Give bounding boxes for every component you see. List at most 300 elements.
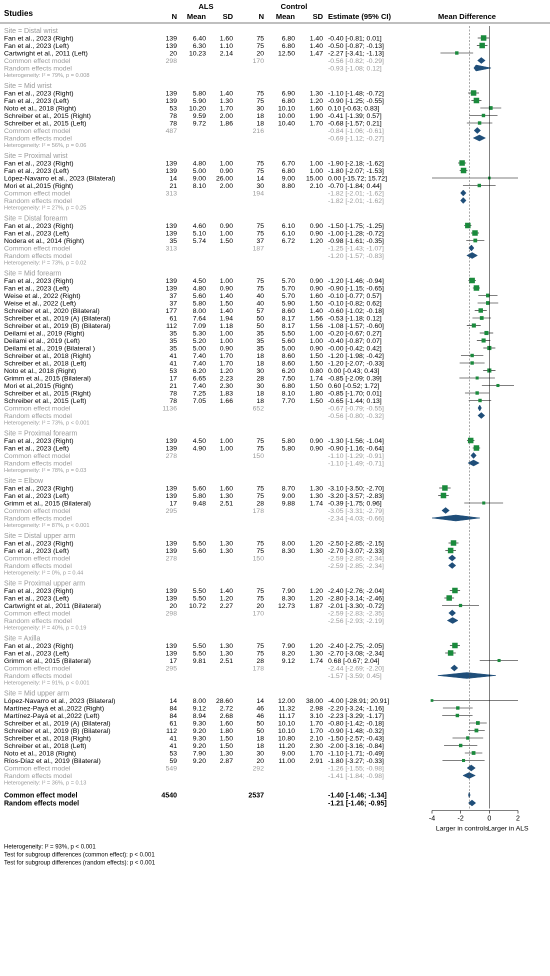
estimate-ci: 0.10 [-0.63; 0.83]	[328, 105, 380, 113]
random-effects-label: Random effects model	[4, 253, 72, 260]
control-sd: 1.60	[309, 105, 323, 113]
header-als-mean: Mean	[186, 12, 206, 21]
als-mean: 10.20	[188, 105, 206, 113]
als-mean: 8.00	[192, 698, 206, 705]
als-sd: 1.30	[219, 540, 233, 548]
common-als-n: 549	[165, 765, 177, 773]
als-n: 139	[165, 90, 177, 98]
common-effect-diamond	[467, 765, 475, 771]
control-n: 46	[256, 713, 264, 720]
study-box	[474, 285, 480, 291]
control-mean: 7.50	[281, 375, 295, 383]
study-box	[446, 595, 452, 601]
study-name: Fan et al., 2023 (Right)	[4, 35, 74, 43]
random-effects-ci: -1.82 [-2.01; -1.62]	[328, 198, 384, 205]
study-box	[478, 121, 481, 124]
control-mean: 6.80	[281, 35, 295, 43]
common-effect-diamond	[442, 508, 449, 514]
control-mean: 12.50	[277, 50, 295, 58]
subgroup-title: Site = Axilla	[4, 635, 41, 643]
estimate-ci: -0.10 [-0.82; 0.62]	[328, 300, 382, 308]
x-label-left: Larger in controls	[435, 825, 489, 833]
als-sd: 1.70	[219, 105, 233, 113]
als-mean: 6.40	[192, 35, 206, 43]
control-mean: 6.20	[281, 368, 295, 375]
study-name: Fan et al., 2023 (Right)	[4, 278, 74, 285]
als-mean: 9.81	[192, 658, 206, 665]
als-n: 139	[165, 540, 177, 548]
als-n: 61	[169, 315, 177, 323]
control-mean: 7.90	[281, 643, 295, 650]
random-effects-ci: -2.59 [-2.85; -2.34]	[328, 563, 384, 570]
study-name: Schreiber et al., 2015 (Right)	[4, 113, 91, 120]
random-effects-ci: -2.56 [-2.93; -2.19]	[328, 618, 384, 625]
als-n: 14	[169, 698, 177, 705]
footer-note: Test for subgroup differences (random effects): p < 0.001	[4, 860, 156, 867]
control-mean: 5.80	[281, 445, 295, 453]
common-effect-label: Common effect model	[4, 128, 71, 135]
estimate-ci: -1.80 [-3.27; -0.33]	[328, 758, 384, 765]
study-name: Cartwright et al., 2011 (Left)	[4, 50, 88, 58]
control-n: 18	[256, 735, 264, 743]
control-mean: 8.60	[281, 308, 295, 315]
study-box	[475, 729, 479, 733]
als-mean: 8.10	[192, 183, 206, 190]
als-n: 61	[169, 720, 177, 728]
als-mean: 5.74	[192, 238, 206, 245]
study-name: Fan et al., 2023 (Right)	[4, 643, 74, 650]
heterogeneity-text: Heterogeneity: I² = 79%, p = 0.008	[4, 73, 90, 79]
als-n: 21	[169, 383, 177, 390]
als-n: 139	[165, 230, 177, 238]
control-n: 50	[256, 315, 264, 323]
estimate-ci: 0.60 [-0.52; 1.72]	[328, 383, 380, 390]
study-box	[478, 399, 481, 402]
control-sd: 1.30	[309, 650, 323, 658]
als-sd: 2.87	[219, 758, 233, 765]
common-als-n: 298	[165, 610, 177, 618]
common-effect-ci: -2.59 [-2.85; -2.34]	[328, 555, 384, 563]
als-sd: 1.00	[219, 338, 233, 345]
x-axis	[429, 26, 529, 833]
study-box	[474, 98, 480, 104]
estimate-ci: -0.68 [-1.57; 0.21]	[328, 120, 382, 128]
study-box	[470, 354, 473, 357]
control-mean: 6.80	[281, 43, 295, 50]
als-mean: 5.50	[192, 540, 206, 548]
random-effects-ci: -1.57 [-3.59; 0.45]	[328, 673, 382, 680]
als-mean: 7.25	[192, 390, 206, 398]
control-n: 75	[256, 43, 264, 50]
als-sd: 1.60	[219, 720, 233, 728]
als-sd: 1.30	[219, 750, 233, 758]
als-sd: 2.23	[219, 375, 233, 383]
als-mean: 4.50	[192, 278, 206, 285]
common-als-n: 313	[165, 190, 177, 198]
study-name: Fan et al., 2023 (Right)	[4, 90, 74, 98]
study-name: Mori et al.,2015 (Right)	[4, 183, 74, 190]
als-sd: 1.30	[219, 643, 233, 650]
study-box	[474, 445, 480, 451]
als-mean: 5.60	[192, 293, 206, 300]
als-mean: 9.59	[192, 113, 206, 120]
footer-note: Heterogeneity: I² = 93%, p < 0.001	[4, 844, 96, 851]
estimate-ci: -0.39 [-1.75; 0.96]	[328, 500, 382, 508]
control-mean: 9.12	[281, 658, 295, 665]
control-n: 20	[256, 758, 264, 765]
common-control-n: 178	[252, 665, 264, 673]
random-effects-label: Random effects model	[4, 198, 72, 205]
control-n: 75	[256, 438, 264, 445]
control-mean: 9.00	[281, 750, 295, 758]
estimate-ci: -2.00 [-3.16; -0.84]	[328, 743, 384, 750]
common-control-n: 170	[252, 58, 264, 65]
als-sd: 1.00	[219, 330, 233, 338]
control-n: 28	[256, 375, 264, 383]
control-n: 30	[256, 750, 264, 758]
estimate-ci: -0.40 [-0.87; 0.07]	[328, 338, 382, 345]
als-n: 35	[169, 330, 177, 338]
control-n: 40	[256, 293, 264, 300]
estimate-ci: -0.70 [-1.84; 0.44]	[328, 183, 382, 190]
study-name: Fan et al., 2023 (Right)	[4, 438, 74, 445]
random-effects-diamond	[467, 253, 478, 259]
als-sd: 1.30	[219, 493, 233, 500]
control-sd: 0.90	[309, 278, 323, 285]
control-mean: 9.88	[281, 500, 295, 508]
als-sd: 1.60	[219, 35, 233, 43]
als-sd: 2.30	[219, 383, 233, 390]
als-mean: 5.10	[192, 230, 206, 238]
control-n: 50	[256, 728, 264, 735]
als-n: 139	[165, 643, 177, 650]
control-n: 75	[256, 548, 264, 555]
als-mean: 9.72	[192, 120, 206, 128]
study-box	[476, 376, 479, 379]
als-n: 78	[169, 120, 177, 128]
heterogeneity-text: Heterogeneity: I² = 78%, p = 0.03	[4, 468, 87, 474]
study-name: Schreiber et al., 2015 (Right)	[4, 390, 91, 398]
control-sd: 1.30	[309, 548, 323, 555]
common-als-n: 295	[165, 508, 177, 515]
als-sd: 1.20	[219, 368, 233, 375]
als-mean: 4.80	[192, 285, 206, 293]
control-mean: 11.32	[278, 705, 295, 713]
study-box	[452, 588, 458, 594]
study-box	[459, 160, 465, 166]
estimate-ci: -0.98 [-1.61; -0.35]	[328, 238, 384, 245]
random-effects-ci: -1.41 [-1.84; -0.98]	[328, 773, 384, 780]
control-sd: 1.74	[309, 500, 323, 508]
header-control: Control	[280, 2, 308, 11]
als-mean: 4.80	[192, 160, 206, 168]
als-mean: 5.80	[192, 300, 206, 308]
common-control-n: 150	[252, 555, 264, 563]
control-mean: 5.50	[281, 330, 295, 338]
control-sd: 1.20	[309, 238, 323, 245]
control-sd: 0.90	[309, 345, 323, 353]
overall-random-ci: -1.21 [-1.46; -0.95]	[328, 800, 387, 808]
control-sd: 1.20	[309, 643, 323, 650]
study-name: Schreiber et al., 2018 (Left)	[4, 743, 87, 750]
control-n: 75	[256, 160, 264, 168]
als-mean: 5.00	[192, 168, 206, 175]
common-als-n: 298	[165, 58, 177, 65]
als-mean: 8.94	[192, 713, 206, 720]
control-n: 35	[256, 330, 264, 338]
als-mean: 6.20	[192, 368, 206, 375]
study-box	[482, 501, 485, 504]
study-name: Mori et al.,2015 (Right)	[4, 383, 74, 390]
als-mean: 5.80	[192, 493, 206, 500]
heterogeneity-text: Heterogeneity: I² = 91%, p < 0.001	[4, 680, 90, 687]
heterogeneity-text: Heterogeneity: I² = 56%, p = 0.06	[4, 143, 87, 149]
control-mean: 5.70	[281, 285, 295, 293]
study-name: Fan et al., 2023 (Left)	[4, 548, 69, 555]
als-sd: 1.30	[219, 548, 233, 555]
control-sd: 1.50	[309, 383, 323, 390]
random-effects-ci: -1.20 [-1.57; -0.83]	[328, 253, 384, 260]
als-mean: 5.20	[192, 338, 206, 345]
control-n: 18	[256, 353, 264, 360]
control-sd: 2.91	[309, 758, 323, 765]
subgroup-title: Site = Distal forearm	[4, 215, 68, 223]
als-sd: 1.30	[219, 650, 233, 658]
header-als: ALS	[198, 2, 214, 11]
control-n: 30	[256, 368, 264, 375]
als-n: 41	[169, 353, 177, 360]
control-sd: 1.74	[309, 658, 323, 665]
study-name: Noto et al., 2018 (Right)	[4, 105, 77, 113]
control-mean: 10.10	[277, 105, 295, 113]
common-effect-diamond	[474, 128, 480, 134]
estimate-ci: -0.90 [-1.48; -0.32]	[328, 728, 384, 735]
random-effects-diamond	[478, 413, 485, 419]
control-sd: 1.70	[309, 720, 323, 728]
common-als-n: 278	[165, 555, 177, 563]
control-mean: 8.30	[281, 548, 295, 555]
study-name: Fan et al., 2023 (Left)	[4, 285, 69, 293]
control-n: 57	[256, 308, 264, 315]
study-name: Fan et al., 2023 (Right)	[4, 485, 74, 493]
control-mean: 8.00	[281, 540, 295, 548]
control-n: 75	[256, 595, 264, 603]
common-control-n: 652	[252, 405, 264, 413]
study-name: Noto et al., 2018 (Right)	[4, 750, 77, 758]
study-name: Fan et al., 2023 (Left)	[4, 98, 69, 105]
control-n: 40	[256, 300, 264, 308]
control-sd: 0.90	[309, 445, 323, 453]
control-n: 75	[256, 285, 264, 293]
als-mean: 7.05	[192, 398, 206, 405]
control-n: 18	[256, 743, 264, 750]
study-name: Deilami et al., 2019 (Bilateral )	[4, 345, 96, 353]
study-name: Fan et al., 2023 (Left)	[4, 168, 69, 175]
control-mean: 8.17	[281, 315, 295, 323]
als-sd: 1.00	[219, 445, 233, 453]
control-n: 75	[256, 230, 264, 238]
random-effects-diamond	[461, 198, 467, 204]
control-n: 18	[256, 390, 264, 398]
study-name: Schreiber et al., 2015 (Left)	[4, 120, 87, 128]
control-n: 30	[256, 105, 264, 113]
control-sd: 15.00	[305, 175, 323, 183]
control-mean: 6.70	[281, 160, 295, 168]
als-n: 139	[165, 43, 177, 50]
als-sd: 1.40	[219, 293, 233, 300]
als-n: 35	[169, 345, 177, 353]
study-box	[469, 278, 475, 284]
common-als-n: 1136	[162, 405, 177, 413]
als-sd: 26.00	[215, 175, 233, 183]
als-sd: 1.10	[219, 43, 233, 50]
control-mean: 6.10	[281, 223, 295, 230]
control-mean: 11.00	[278, 758, 295, 765]
control-mean: 8.17	[281, 323, 295, 330]
random-effects-ci: -2.34 [-4.03; -0.66]	[328, 515, 384, 523]
study-name: Weise et al., 2022 (Left)	[4, 300, 77, 308]
estimate-ci: -0.90 [-1.16; -0.64]	[328, 445, 384, 453]
study-name: Fan et al., 2023 (Right)	[4, 540, 74, 548]
study-name: Fan et al., 2023 (Left)	[4, 595, 69, 603]
random-effects-label: Random effects model	[4, 413, 72, 420]
als-n: 139	[165, 588, 177, 595]
als-sd: 1.50	[219, 238, 233, 245]
common-effect-label: Common effect model	[4, 245, 71, 253]
als-n: 177	[165, 308, 177, 315]
als-n: 139	[165, 650, 177, 658]
estimate-ci: 0.68 [-0.67; 2.04]	[328, 658, 380, 665]
control-sd: 3.10	[309, 713, 323, 720]
study-name: Weise et al., 2022 (Right)	[4, 293, 81, 300]
estimate-ci: 0.00 [-0.43; 0.43]	[328, 368, 380, 375]
control-sd: 2.30	[309, 743, 323, 750]
als-sd: 0.90	[219, 168, 233, 175]
study-name: Deilami et al., 2019 (Right)	[4, 330, 85, 338]
random-effects-diamond	[473, 135, 485, 141]
control-sd: 1.74	[309, 375, 323, 383]
als-mean: 5.60	[192, 485, 206, 493]
study-box	[478, 184, 481, 187]
subgroup-title: Site = Distal wrist	[4, 28, 58, 35]
als-mean: 7.40	[192, 353, 206, 360]
study-name: Schreiber et al., 2018 (Right)	[4, 353, 91, 360]
control-n: 14	[256, 698, 264, 705]
x-tick-label: 2	[516, 815, 520, 823]
control-n: 18	[256, 398, 264, 405]
control-sd: 1.30	[309, 493, 323, 500]
als-n: 112	[166, 728, 177, 735]
als-n: 139	[165, 98, 177, 105]
control-sd: 1.40	[309, 308, 323, 315]
study-name: Schreiber et al., 2018 (Left)	[4, 360, 87, 368]
control-n: 35	[256, 338, 264, 345]
control-mean: 6.80	[281, 168, 295, 175]
header-mean-difference: Mean Difference	[438, 12, 496, 21]
als-n: 139	[165, 548, 177, 555]
common-effect-label: Common effect model	[4, 765, 71, 773]
als-mean: 5.00	[192, 345, 206, 353]
control-mean: 10.40	[277, 120, 295, 128]
als-sd: 2.27	[219, 603, 233, 610]
control-sd: 1.70	[309, 120, 323, 128]
footer-notes	[4, 845, 156, 867]
control-sd: 1.20	[309, 588, 323, 595]
estimate-ci: -1.20 [-2.07; -0.33]	[328, 360, 384, 368]
estimate-ci: -0.41 [-1.39; 0.57]	[328, 113, 382, 120]
study-name: López-Navarro et al., 2023 (Bilateral)	[4, 698, 116, 705]
control-n: 14	[256, 175, 264, 183]
random-effects-diamond	[447, 618, 458, 624]
study-name: Fan et al., 2023 (Left)	[4, 230, 69, 238]
als-n: 139	[165, 160, 177, 168]
common-effect-label: Common effect model	[4, 508, 71, 515]
als-mean: 9.20	[192, 758, 206, 765]
subgroup-title: Site = Elbow	[4, 478, 44, 485]
als-mean: 9.12	[192, 705, 206, 713]
control-n: 75	[256, 445, 264, 453]
estimate-ci: -2.40 [-2.76; -2.04]	[328, 588, 384, 595]
estimate-ci: -2.80 [-3.14; -2.46]	[328, 595, 384, 603]
study-name: Fan et al., 2023 (Right)	[4, 588, 74, 595]
control-sd: 0.90	[309, 438, 323, 445]
study-box	[462, 759, 465, 762]
study-box	[479, 308, 483, 312]
common-effect-diamond	[478, 405, 481, 411]
common-effect-diamond	[448, 555, 455, 561]
random-effects-label: Random effects model	[4, 673, 72, 680]
control-mean: 9.00	[281, 493, 295, 500]
als-mean: 5.50	[192, 650, 206, 658]
control-sd: 2.10	[309, 735, 323, 743]
als-mean: 5.60	[192, 548, 206, 555]
control-mean: 6.90	[281, 90, 295, 98]
x-tick-label: -4	[428, 815, 436, 823]
control-n: 50	[256, 720, 264, 728]
common-control-n: 187	[252, 245, 264, 253]
estimate-ci: -1.20 [-1.98; -0.42]	[328, 353, 384, 360]
estimate-ci: -2.01 [-3.30; -0.72]	[328, 603, 384, 610]
als-sd: 1.00	[219, 438, 233, 445]
control-sd: 1.20	[309, 595, 323, 603]
als-mean: 9.30	[192, 720, 206, 728]
control-mean: 7.70	[281, 398, 295, 405]
study-box	[442, 485, 448, 491]
common-effect-ci: -0.56 [-0.82; -0.29]	[328, 58, 384, 65]
control-mean: 12.00	[277, 698, 295, 705]
als-n: 17	[169, 375, 177, 383]
als-n: 84	[169, 713, 177, 720]
als-n: 53	[169, 750, 177, 758]
als-sd: 1.00	[219, 160, 233, 168]
common-effect-ci: -1.25 [-1.43; -1.07]	[328, 245, 384, 253]
als-sd: 0.90	[219, 223, 233, 230]
als-n: 20	[169, 50, 177, 58]
als-n: 14	[169, 175, 177, 183]
study-name: Fan et al., 2023 (Left)	[4, 43, 69, 50]
common-control-n: 170	[252, 610, 264, 618]
study-box	[448, 650, 454, 656]
als-sd: 1.80	[219, 728, 233, 735]
als-sd: 1.40	[219, 90, 233, 98]
study-name: Schreiber et al., 2019 (A) (Bilateral)	[4, 720, 111, 728]
overall-common-ci: -1.40 [-1.46; -1.34]	[328, 792, 387, 800]
study-box	[465, 223, 471, 229]
control-sd: 1.00	[309, 330, 323, 338]
header-estimate: Estimate (95% CI)	[328, 12, 391, 21]
estimate-ci: -0.85 [-2.09; 0.39]	[328, 375, 382, 383]
study-box	[448, 548, 454, 554]
